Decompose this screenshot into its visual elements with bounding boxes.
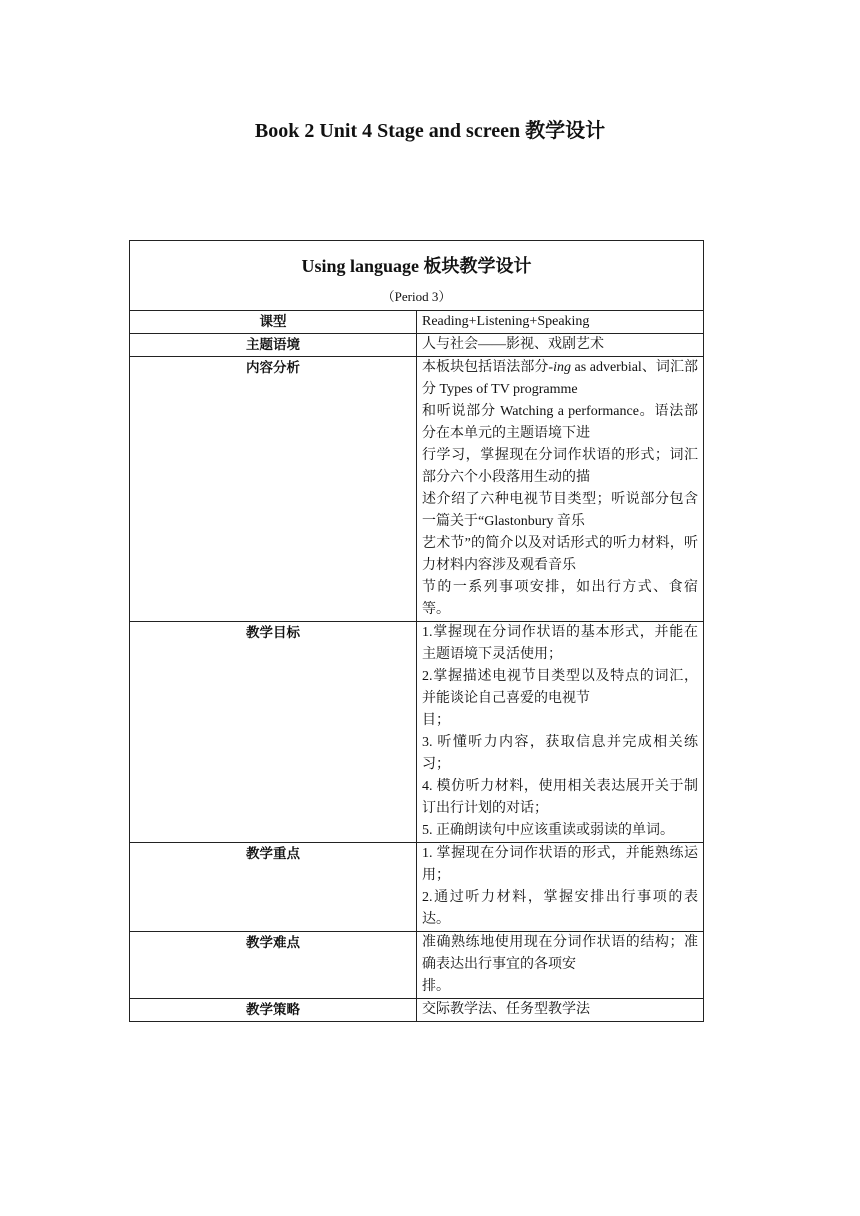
table-row-lesson-type: [130, 311, 704, 334]
table-header-cell: [130, 241, 704, 311]
table-row-teaching-objectives: [130, 622, 704, 843]
row-label-teaching-strategy: 教学策略: [130, 999, 417, 1022]
row-label-teaching-objectives: 教学目标: [130, 622, 417, 843]
row-value-teaching-objectives: [417, 622, 704, 843]
row-value-teaching-strategy: [417, 999, 704, 1022]
period-label: （Period 3）: [381, 289, 452, 304]
value-line: 目；: [422, 713, 450, 728]
table-row-teaching-strategy: [130, 999, 704, 1022]
value-line: 述介绍了六种电视节目类型；听说部分包含一篇关于“Glastonbury 音乐: [422, 492, 698, 529]
value-line: Reading+Listening+Speaking: [422, 314, 590, 329]
row-label-difficulties: 教学难点: [130, 932, 417, 999]
value-line: 1.掌握现在分词作状语的基本形式，并能在主题语境下灵活使用；: [422, 625, 698, 662]
value-line: 节的一系列事项安排，如出行方式、食宿等。: [422, 580, 698, 617]
row-label-theme-context: 主题语境: [130, 334, 417, 357]
value-line: 3. 听懂听力内容，获取信息并完成相关练习；: [422, 735, 698, 772]
value-line: 4. 模仿听力材料，使用相关表达展开关于制订出行计划的对话；: [422, 779, 698, 816]
value-line: 交际教学法、任务型教学法: [422, 1002, 590, 1017]
row-label-lesson-type: 课型: [130, 311, 417, 334]
table-row-theme-context: [130, 334, 704, 357]
row-value-content-analysis: [417, 357, 704, 622]
value-line: 行学习，掌握现在分词作状语的形式；词汇部分六个小段落用生动的描: [422, 448, 698, 485]
value-line: 和听说部分 Watching a performance。语法部分在本单元的主题语境下进: [422, 404, 698, 441]
value-text: as adverbial、词汇部分 Types of TV programme: [422, 360, 699, 397]
lesson-plan-table: [129, 240, 704, 1022]
table-row-key-points: [130, 843, 704, 932]
value-line: 1. 掌握现在分词作状语的形式，并能熟练运用；: [422, 846, 698, 883]
value-italic-text: -ing: [548, 360, 571, 375]
value-line: 2.通过听力材料，掌握安排出行事项的表达。: [422, 890, 698, 927]
document-title: Book 2 Unit 4 Stage and screen 教学设计: [254, 120, 606, 142]
value-line: 5. 正确朗读句中应该重读或弱读的单词。: [422, 823, 674, 838]
table-header-row: [130, 241, 704, 311]
table-row-content-analysis: [130, 357, 704, 622]
value-text: 本板块包括语法部分: [422, 360, 549, 375]
row-value-theme-context: [417, 334, 704, 357]
value-line: 艺术节”的简介以及对话形式的听力材料，听力材料内容涉及观看音乐: [422, 536, 698, 573]
row-value-difficulties: [417, 932, 704, 999]
section-title: Using language 板块教学设计: [301, 256, 532, 276]
value-line: 人与社会——影视、戏剧艺术: [422, 337, 604, 352]
row-label-content-analysis: 内容分析: [130, 357, 417, 622]
value-line: 排。: [422, 979, 450, 994]
value-line: 2.掌握描述电视节目类型以及特点的词汇，并能谈论自己喜爱的电视节: [422, 669, 698, 706]
row-value-lesson-type: [417, 311, 704, 334]
row-label-key-points: 教学重点: [130, 843, 417, 932]
value-line: 准确熟练地使用现在分词作状语的结构；准确表达出行事宜的各项安: [422, 935, 698, 972]
row-value-key-points: [417, 843, 704, 932]
table-row-difficulties: [130, 932, 704, 999]
value-line: [422, 357, 698, 401]
